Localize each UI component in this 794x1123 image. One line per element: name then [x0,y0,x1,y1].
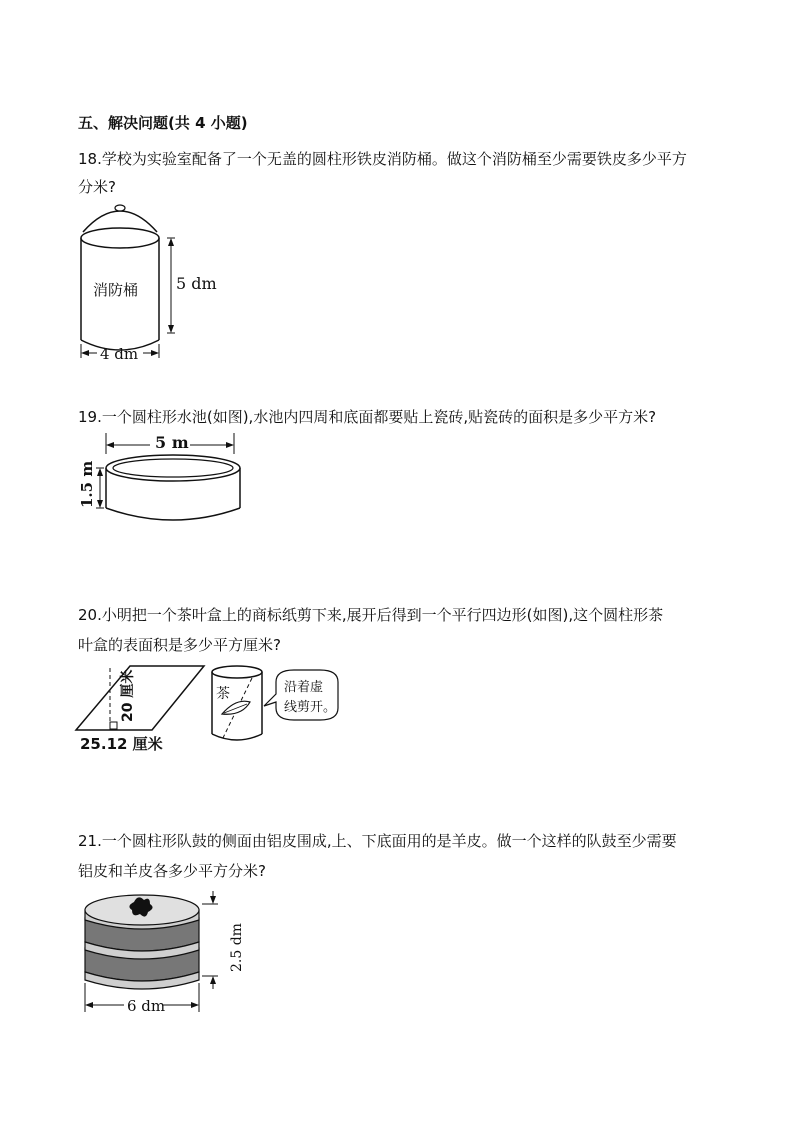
q18-bucket-label: 消防桶 [93,281,139,299]
q21-diameter-label: 6 dm [127,997,166,1015]
q19-pool-figure [70,428,250,528]
q18-diameter-label: 4 dm [100,345,139,363]
q20-text-line2: 叶盒的表面积是多少平方厘米? [78,636,281,654]
q20-label-figure [72,660,352,760]
q19-height-label: 1.5 m [78,460,96,508]
q20-can-label: 茶 [216,686,230,702]
q19-diameter-label: 5 m [155,433,189,452]
q20-bubble-line2: 线剪开。 [284,700,337,715]
q18-text-line1: 18.学校为实验室配备了一个无盖的圆柱形铁皮消防桶。做这个消防桶至少需要铁皮多少平方 [78,150,687,168]
q20-bubble-line1: 沿着虚 [284,680,324,695]
q20-base-label: 25.12 厘米 [80,735,163,753]
q21-drum-figure [80,888,260,1018]
q20-height-label: 20 厘米 [120,669,136,722]
q18-bucket-figure [75,198,235,368]
q21-text-line2: 铝皮和羊皮各多少平方分米? [78,862,266,880]
q21-text-line1: 21.一个圆柱形队鼓的侧面由铝皮围成,上、下底面用的是羊皮。做一个这样的队鼓至少需要 [78,832,677,850]
q20-text-line1: 20.小明把一个茶叶盒上的商标纸剪下来,展开后得到一个平行四边形(如图),这个圆柱形茶 [78,606,664,624]
q18-height-label: 5 dm [176,274,217,293]
section-title: 五、解决问题(共 4 小题) [78,114,248,132]
q18-text-line2: 分米? [78,178,116,196]
q19-text-line1: 19.一个圆柱形水池(如图),水池内四周和底面都要贴上瓷砖,贴瓷砖的面积是多少平方米? [78,408,657,426]
q21-height-label: 2.5 dm [229,923,245,972]
